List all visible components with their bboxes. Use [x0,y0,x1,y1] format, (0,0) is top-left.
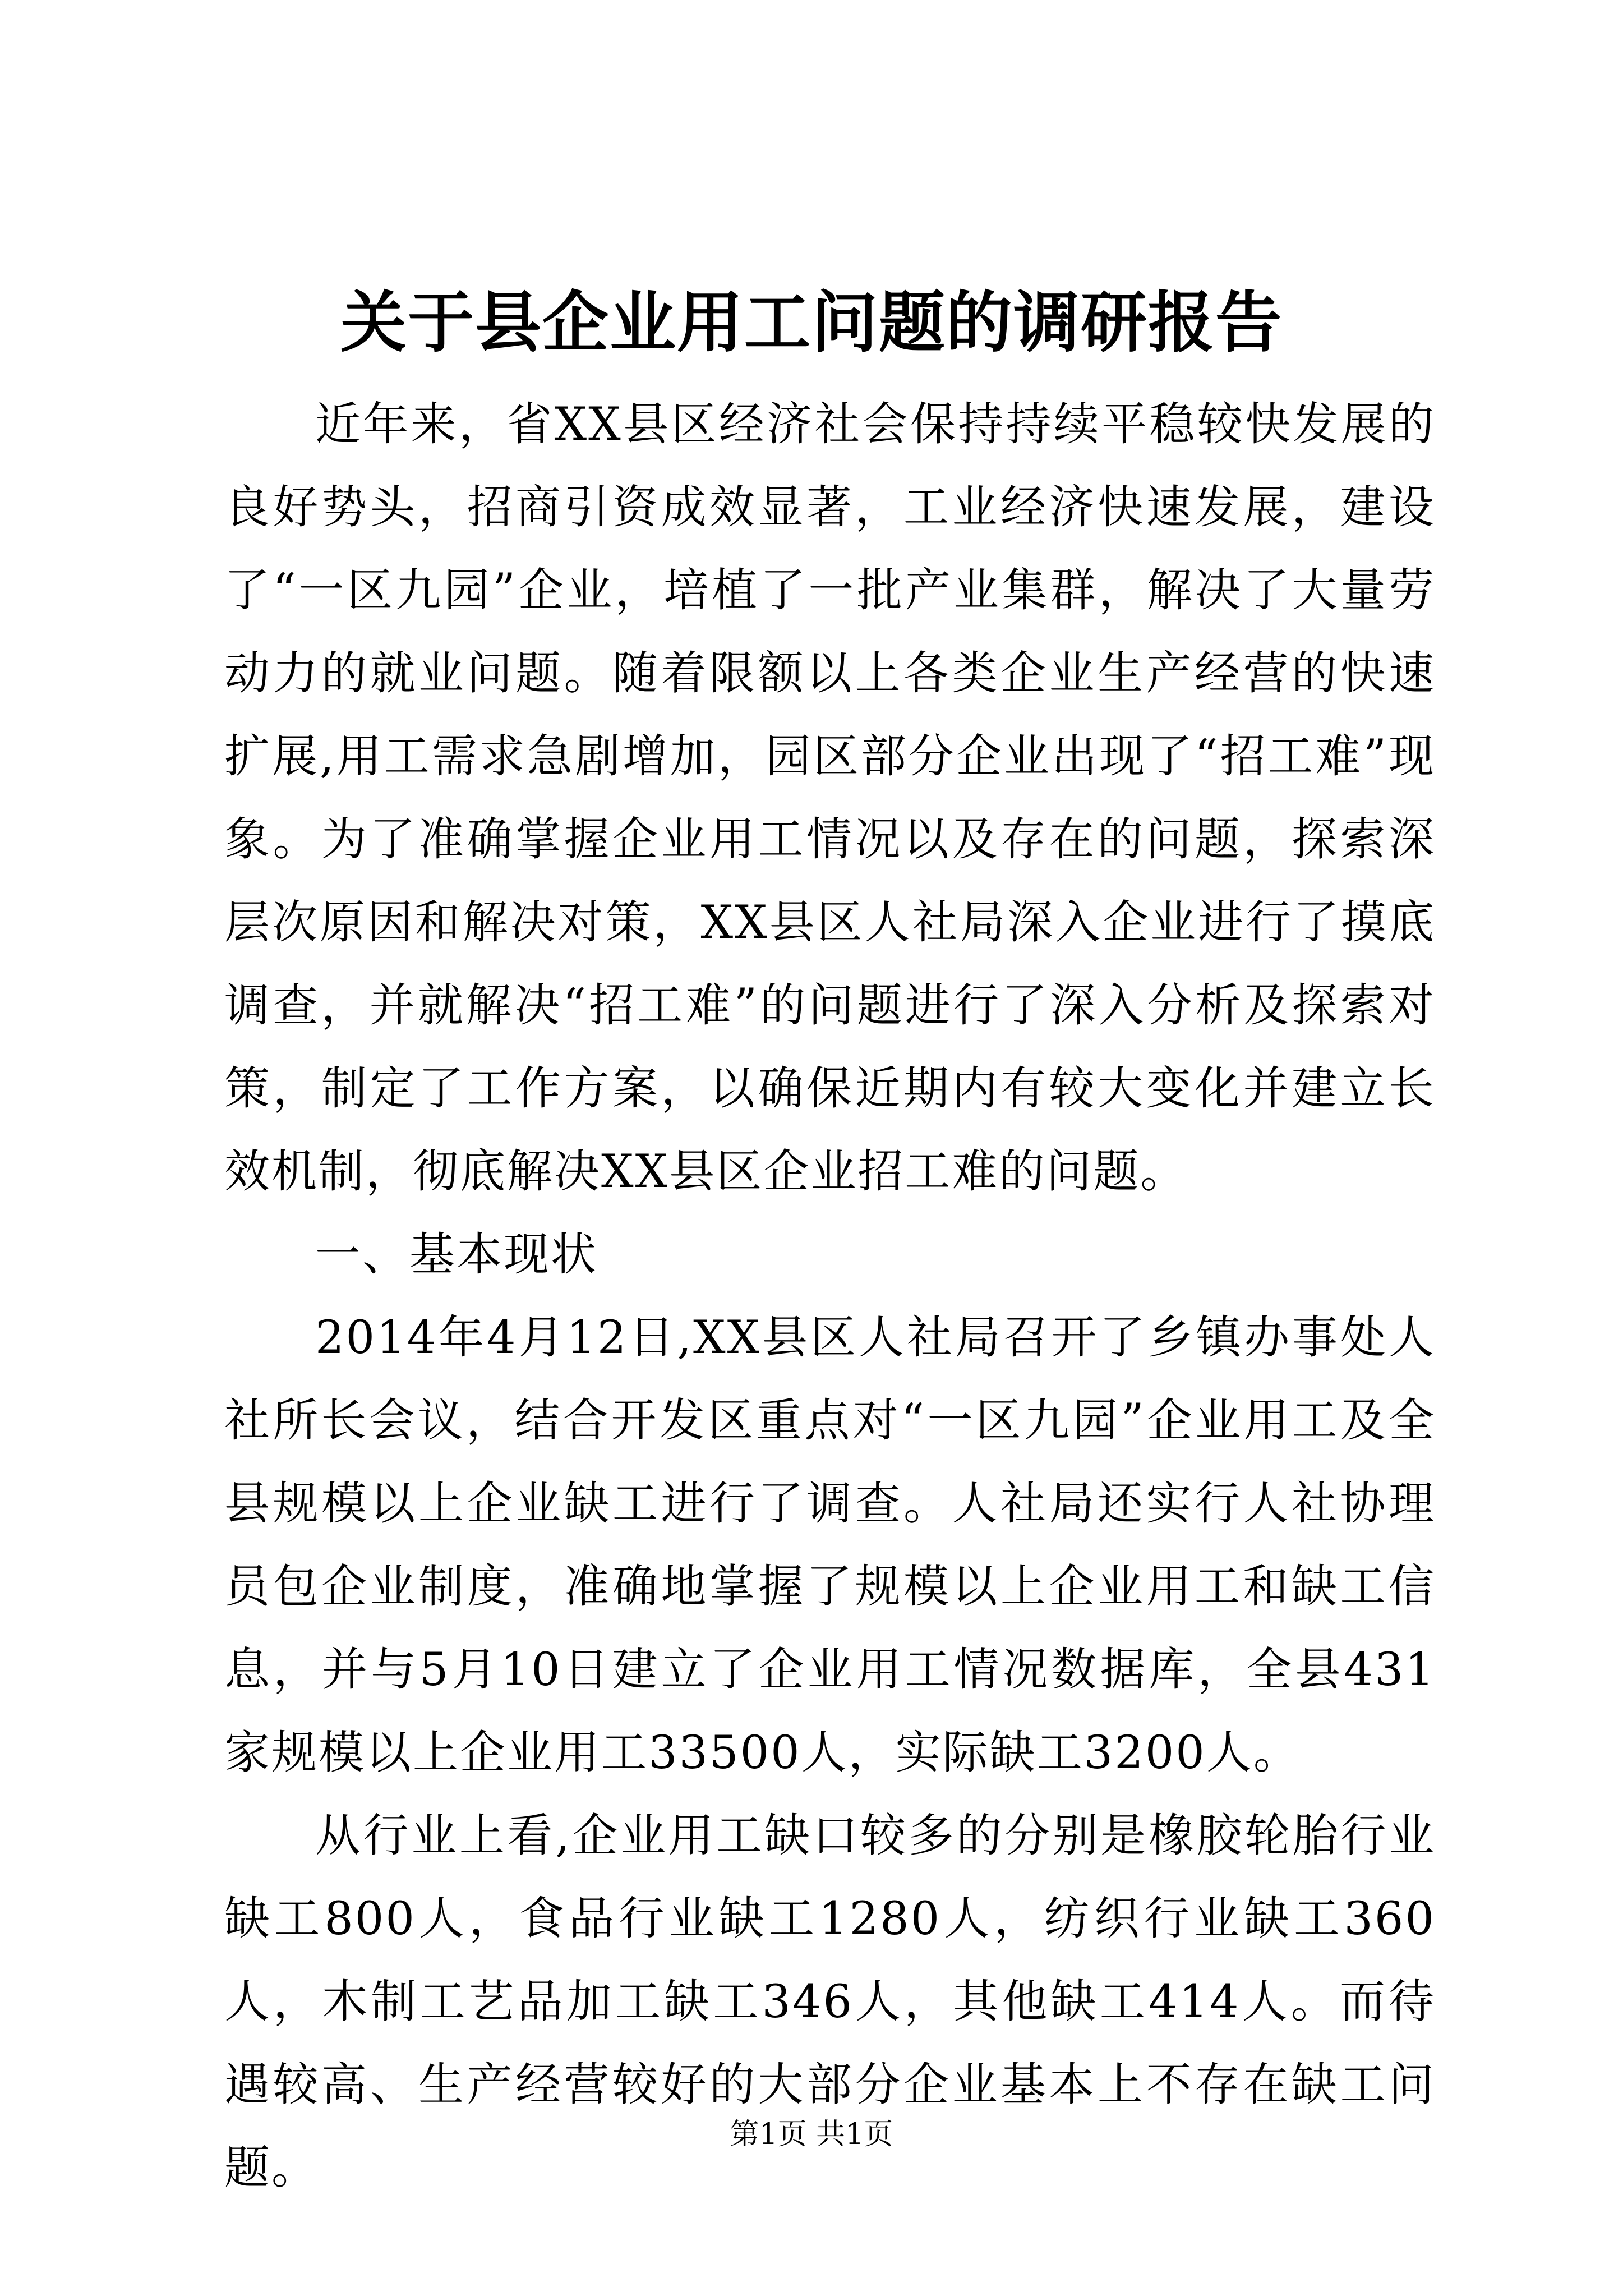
paragraph-survey: 2014年4月12日,XX县区人社局召开了乡镇办事处人社所长会议，结合开发区重点对“一区九园”企业用工及全县规模以上企业缺工进行了调查。人社局还实行人社协理员包企业制度，准确地掌握了规模以上企业用工和缺工信息，并与5月10日建立了企业用工情况数据库，全县431家规模以上企业用工33500人，实际缺工3200人。 [224,1312,1436,1779]
paragraph-industry: 从行业上看,企业用工缺口较多的分别是橡胶轮胎行业缺工800人，食品行业缺工1280人，纺织行业缺工360人，木制工艺品加工缺工346人，其他缺工414人。而待遇较高、生产经营较好的大部分企业基本上不存在缺工问题。 [224,1810,1436,2194]
section-heading: 一、基本现状 [315,1228,598,1281]
document-title: 关于县企业用工问题的调研报告 [340,283,1283,361]
paragraph-intro: 近年来，省XX县区经济社会保持持续平稳较快发展的良好势头，招商引资成效显著，工业经济快速发展，建设了“一区九园”企业，培植了一批产业集群，解决了大量劳动力的就业问题。随着限额以上各类企业生产经营的快速扩展,用工需求急剧增加，园区部分企业出现了“招工难”现象。为了准确掌握企业用工情况以及存在的问题，探索深层次原因和解决对策，XX县区人社局深入企业进行了摸底调查，并就解决“招工难”的问题进行了深入分析及探索对策，制定了工作方案，以确保近期内有较大变化并建立长效机制，彻底解决XX县区企业招工难的问题。 [224,398,1436,1198]
document-body [224,383,1436,2210]
page-footer: 第1页 共1页 [730,2118,893,2151]
